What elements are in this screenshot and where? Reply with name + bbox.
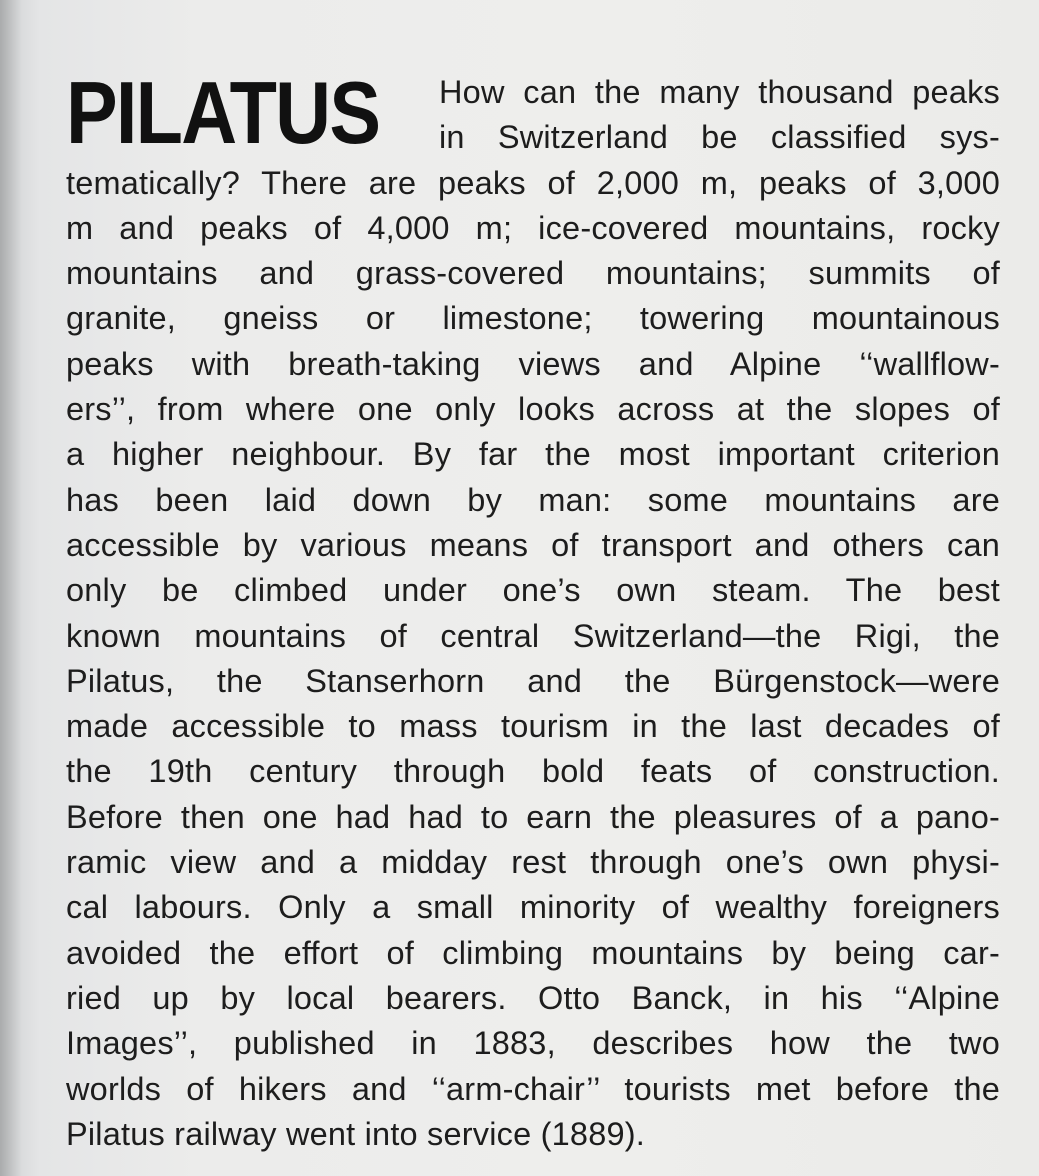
text-line-20: avoided the effort of climbing mountains by being car- (66, 934, 1000, 971)
text-line-21: ried up by local bearers. Otto Banck, in his ‘‘Alpine (66, 979, 1000, 1016)
article-body (66, 63, 1000, 1157)
text-line-8: ers’’, from where one only looks across at the slopes of (66, 391, 1000, 428)
text-line-14: Pilatus, the Stanserhorn and the Bürgenstock—were (66, 662, 1000, 699)
text-line-3: tematically? There are peaks of 2,000 m, peaks of 3,000 (66, 164, 1000, 201)
text-line-23: worlds of hikers and ‘‘arm-chair’’ tourists met before the (66, 1070, 1000, 1107)
text-line-24: Pilatus railway went into service (1889). (66, 1115, 645, 1152)
text-line-15: made accessible to mass tourism in the last decades of (66, 708, 1000, 745)
text-line-22: Images’’, published in 1883, describes how the two (66, 1025, 1000, 1062)
text-line-11: accessible by various means of transport and others can (66, 526, 1000, 563)
text-line-1: How can the many thousand peaks (439, 74, 1000, 110)
article-heading: PILATUS (66, 63, 380, 162)
text-line-6: granite, gneiss or limestone; towering mountainous (66, 300, 1000, 337)
text-line-12: only be climbed under one’s own steam. The best (66, 572, 1000, 609)
text-line-18: ramic view and a midday rest through one’s own physi- (66, 844, 1000, 881)
text-line-19: cal labours. Only a small minority of wealthy foreigners (66, 889, 1000, 926)
page-gutter-shadow (0, 0, 22, 1176)
text-line-4: m and peaks of 4,000 m; ice-covered mountains, rocky (66, 209, 1000, 246)
text-line-2: in Switzerland be classified sys- (439, 119, 1000, 156)
text-line-17: Before then one had had to earn the pleasures of a pano- (66, 798, 1000, 835)
text-line-10: has been laid down by man: some mountains are (66, 481, 1000, 518)
text-line-7: peaks with breath-taking views and Alpine ‘‘wallflow- (66, 345, 1000, 382)
text-line-13: known mountains of central Switzerland—the Rigi, the (66, 617, 1000, 654)
text-line-9: a higher neighbour. By far the most important criterion (66, 436, 1000, 473)
text-line-5: mountains and grass-covered mountains; summits of (66, 255, 1000, 292)
text-line-16: the 19th century through bold feats of construction. (66, 753, 1000, 790)
